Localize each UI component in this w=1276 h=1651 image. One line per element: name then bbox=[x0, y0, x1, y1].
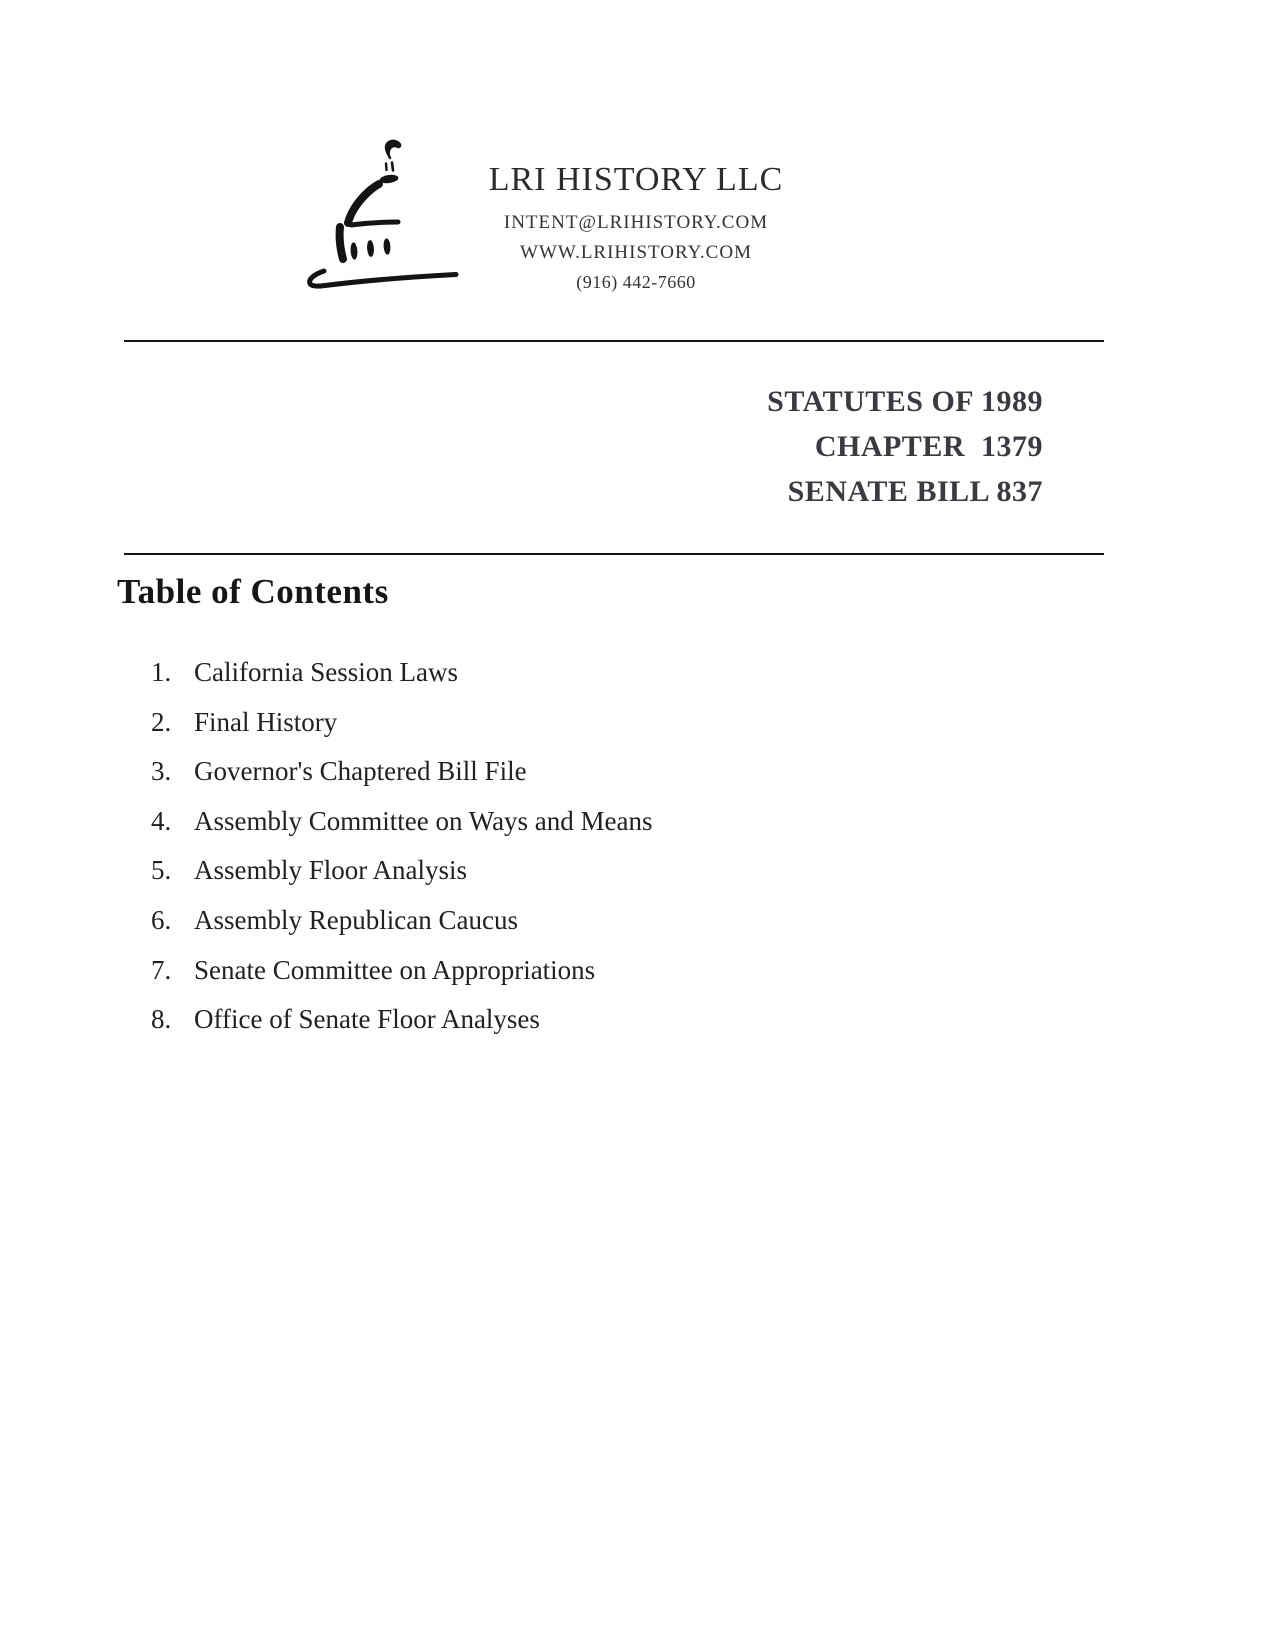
toc-item-label: Final History bbox=[194, 706, 338, 737]
senate-bill-line: SENATE BILL 837 bbox=[787, 475, 1043, 508]
toc-item-number: 8. bbox=[151, 1004, 172, 1035]
capitol-dome-sketch-icon bbox=[290, 125, 470, 295]
toc-item bbox=[151, 797, 653, 847]
toc-item-number: 6. bbox=[151, 904, 172, 935]
company-email: INTENT@LRIHISTORY.COM bbox=[503, 212, 769, 233]
statutes-line: STATUTES OF 1989 bbox=[767, 385, 1043, 418]
toc-item-label: Assembly Republican Caucus bbox=[194, 904, 518, 935]
toc-item-label: Office of Senate Floor Analyses bbox=[194, 1004, 540, 1035]
bill-reference-block bbox=[767, 379, 1043, 514]
bottom-divider bbox=[124, 553, 1104, 555]
toc-item bbox=[151, 698, 653, 748]
toc-item bbox=[151, 846, 653, 896]
toc-item-label: California Session Laws bbox=[194, 657, 458, 687]
toc-item bbox=[151, 648, 653, 698]
company-block bbox=[451, 158, 821, 296]
company-name: LRI HISTORY LLC bbox=[488, 161, 784, 198]
toc-item bbox=[151, 946, 653, 996]
company-website: WWW.LRIHISTORY.COM bbox=[520, 242, 752, 263]
toc-item-number: 2. bbox=[151, 706, 172, 737]
toc-item-number: 7. bbox=[151, 954, 172, 985]
toc-list bbox=[151, 648, 653, 1045]
company-phone: (916) 442-7660 bbox=[576, 272, 696, 292]
toc-item-number: 1. bbox=[151, 657, 172, 687]
toc-item-number: 3. bbox=[151, 756, 172, 787]
toc-item-number: 5. bbox=[151, 855, 172, 886]
toc-heading: Table of Contents bbox=[117, 572, 389, 611]
toc-item bbox=[151, 995, 653, 1045]
toc-item-label: Assembly Floor Analysis bbox=[194, 855, 468, 886]
toc-item-label: Assembly Committee on Ways and Means bbox=[194, 805, 653, 836]
top-divider bbox=[124, 340, 1104, 342]
toc-item-label: Governor's Chaptered Bill File bbox=[194, 756, 527, 787]
chapter-line: CHAPTER 1379 bbox=[814, 430, 1043, 463]
toc-item bbox=[151, 747, 653, 797]
toc-item-label: Senate Committee on Appropriations bbox=[194, 954, 596, 985]
toc-item bbox=[151, 896, 653, 946]
toc-item-number: 4. bbox=[151, 805, 172, 836]
